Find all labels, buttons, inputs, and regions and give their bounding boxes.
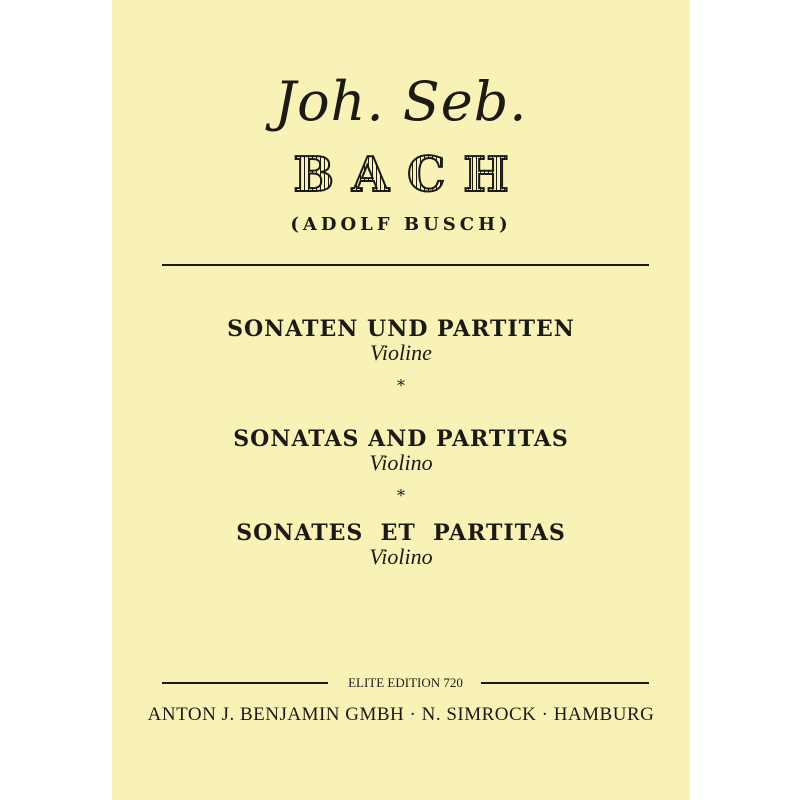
editor-credit: (ADOLF BUSCH) xyxy=(290,214,512,235)
instrument-english: Violino xyxy=(369,450,433,475)
edition-row xyxy=(162,674,649,692)
title-french: SONATES ET PARTITAS xyxy=(236,520,566,546)
score-cover xyxy=(112,0,690,800)
edition-rule-right xyxy=(481,682,649,684)
edition-number: ELITE EDITION 720 xyxy=(348,675,463,690)
top-divider xyxy=(162,264,649,266)
separator-star: * xyxy=(397,486,405,505)
publisher-line: ANTON J. BENJAMIN GMBH · N. SIMROCK · HAMBURG xyxy=(147,704,655,725)
composer-surname: BACH xyxy=(112,148,690,202)
separator-star: * xyxy=(397,376,405,395)
instrument-french: Violino xyxy=(369,544,433,569)
instrument-german: Violine xyxy=(370,340,432,365)
composer-first-names: Joh. Seb. xyxy=(274,70,528,133)
title-german: SONATEN UND PARTITEN xyxy=(227,316,575,342)
title-english: SONATAS AND PARTITAS xyxy=(233,426,569,452)
